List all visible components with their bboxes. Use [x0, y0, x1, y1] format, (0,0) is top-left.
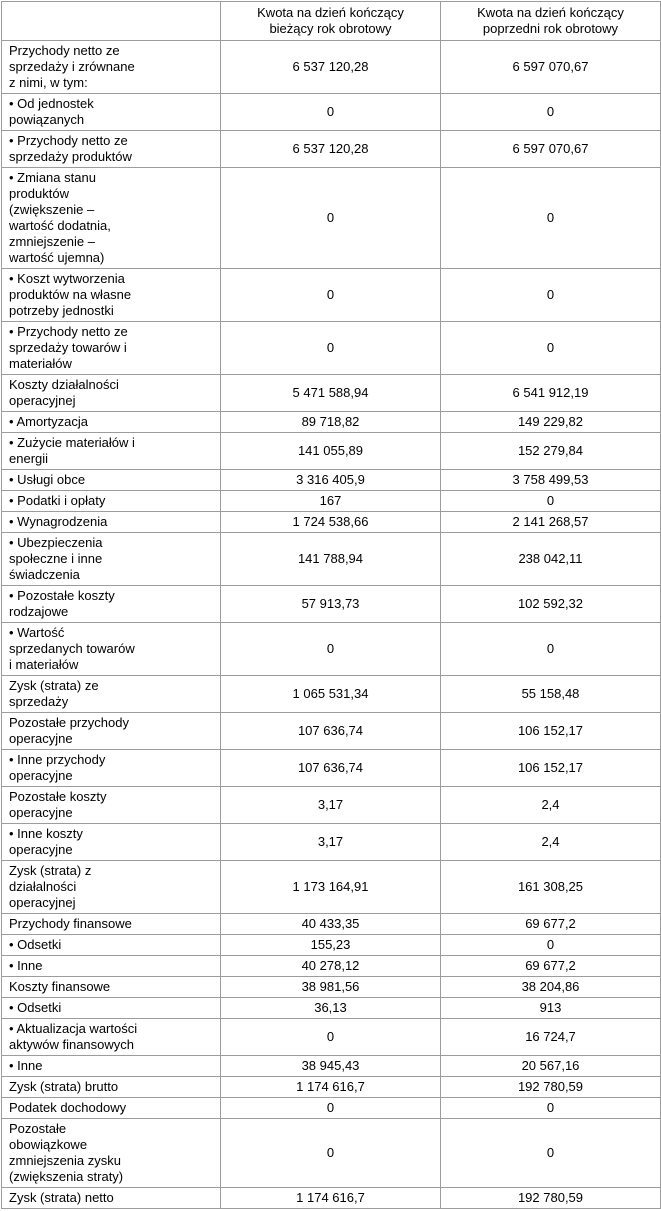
current-year-value: 1 724 538,66 [221, 512, 441, 533]
table-row [2, 977, 661, 998]
row-label: • Odsetki [9, 1000, 62, 1015]
row-label-cell [2, 412, 221, 433]
table-row [2, 750, 661, 787]
row-label-cell [2, 935, 221, 956]
current-year-value: 38 945,43 [221, 1056, 441, 1077]
row-label-cell [2, 94, 221, 131]
table-row [2, 586, 661, 623]
row-label: Koszty działalności operacyjnej [9, 377, 119, 408]
current-year-value: 167 [221, 491, 441, 512]
row-label: Zysk (strata) ze sprzedaży [9, 678, 99, 709]
income-statement-table [1, 1, 661, 1209]
current-year-value: 1 173 164,91 [221, 861, 441, 914]
previous-year-value: 161 308,25 [441, 861, 661, 914]
table-row [2, 1019, 661, 1056]
col-header-current-year-label: Kwota na dzień kończący bieżący rok obrotowy [257, 5, 404, 36]
row-label: Podatek dochodowy [9, 1100, 127, 1115]
current-year-value: 3,17 [221, 787, 441, 824]
current-year-value: 1 174 616,7 [221, 1188, 441, 1209]
row-label-cell [2, 956, 221, 977]
row-label-cell [2, 131, 221, 168]
current-year-value: 0 [221, 322, 441, 375]
current-year-value: 0 [221, 269, 441, 322]
table-row [2, 861, 661, 914]
current-year-value: 141 055,89 [221, 433, 441, 470]
header-row [2, 2, 661, 41]
previous-year-value: 102 592,32 [441, 586, 661, 623]
previous-year-value: 192 780,59 [441, 1188, 661, 1209]
table-row [2, 1077, 661, 1098]
current-year-value: 6 537 120,28 [221, 41, 441, 94]
row-label-cell [2, 998, 221, 1019]
row-label: • Wartość sprzedanych towarów i materiałów [9, 625, 135, 672]
current-year-value: 89 718,82 [221, 412, 441, 433]
table-row [2, 787, 661, 824]
row-label: • Zmiana stanu produktów (zwiększenie – wartość dodatnia, zmniejszenie – wartość ujemna) [9, 170, 111, 265]
previous-year-value: 0 [441, 623, 661, 676]
current-year-value: 38 981,56 [221, 977, 441, 998]
row-label: • Koszt wytworzenia produktów na własne potrzeby jednostki [9, 271, 132, 318]
table-row [2, 131, 661, 168]
previous-year-value: 38 204,86 [441, 977, 661, 998]
current-year-value: 57 913,73 [221, 586, 441, 623]
table-row [2, 322, 661, 375]
previous-year-value: 0 [441, 491, 661, 512]
current-year-value: 107 636,74 [221, 750, 441, 787]
previous-year-value: 0 [441, 322, 661, 375]
row-label: Pozostałe koszty operacyjne [9, 789, 107, 820]
row-label: • Ubezpieczenia społeczne i inne świadczenia [9, 535, 103, 582]
previous-year-value: 152 279,84 [441, 433, 661, 470]
table-row [2, 1098, 661, 1119]
current-year-value: 6 537 120,28 [221, 131, 441, 168]
row-label: • Inne koszty operacyjne [9, 826, 83, 857]
row-label-cell [2, 1077, 221, 1098]
current-year-value: 0 [221, 623, 441, 676]
current-year-value: 155,23 [221, 935, 441, 956]
previous-year-value: 2,4 [441, 824, 661, 861]
table-row [2, 491, 661, 512]
row-label: • Pozostałe koszty rodzajowe [9, 588, 115, 619]
row-label-cell [2, 322, 221, 375]
row-label: Zysk (strata) z działalności operacyjnej [9, 863, 92, 910]
previous-year-value: 6 597 070,67 [441, 41, 661, 94]
current-year-value: 107 636,74 [221, 713, 441, 750]
row-label: • Przychody netto ze sprzedaży towarów i materiałów [9, 324, 128, 371]
row-label: Koszty finansowe [9, 979, 111, 994]
current-year-value: 3,17 [221, 824, 441, 861]
row-label-cell [2, 676, 221, 713]
table-row [2, 412, 661, 433]
row-label: Przychody finansowe [9, 916, 132, 931]
row-label-cell [2, 512, 221, 533]
row-label-cell [2, 1098, 221, 1119]
table-row [2, 433, 661, 470]
row-label: • Podatki i opłaty [9, 493, 106, 508]
previous-year-value: 106 152,17 [441, 750, 661, 787]
table-row [2, 168, 661, 269]
previous-year-value: 106 152,17 [441, 713, 661, 750]
row-label-cell [2, 269, 221, 322]
current-year-value: 0 [221, 168, 441, 269]
row-label-cell [2, 586, 221, 623]
current-year-value: 40 433,35 [221, 914, 441, 935]
current-year-value: 141 788,94 [221, 533, 441, 586]
row-label: • Aktualizacja wartości aktywów finansowych [9, 1021, 138, 1052]
table-row [2, 623, 661, 676]
row-label-cell [2, 470, 221, 491]
row-label-cell [2, 713, 221, 750]
row-label-cell [2, 533, 221, 586]
previous-year-value: 0 [441, 94, 661, 131]
previous-year-value: 192 780,59 [441, 1077, 661, 1098]
row-label: Zysk (strata) netto [9, 1190, 114, 1205]
table-row [2, 1119, 661, 1188]
previous-year-value: 2,4 [441, 787, 661, 824]
row-label-cell [2, 491, 221, 512]
table-row [2, 713, 661, 750]
row-label: • Inne przychody operacyjne [9, 752, 106, 783]
current-year-value: 0 [221, 94, 441, 131]
table-row [2, 375, 661, 412]
row-label: • Wynagrodzenia [9, 514, 108, 529]
row-label-cell [2, 1188, 221, 1209]
row-label-cell [2, 1019, 221, 1056]
previous-year-value: 0 [441, 935, 661, 956]
table-row [2, 914, 661, 935]
table-row [2, 935, 661, 956]
row-label: • Usługi obce [9, 472, 86, 487]
col-header-current-year [221, 2, 441, 41]
table-row [2, 470, 661, 491]
current-year-value: 0 [221, 1098, 441, 1119]
table-row [2, 1188, 661, 1209]
previous-year-value: 238 042,11 [441, 533, 661, 586]
row-label-cell [2, 623, 221, 676]
current-year-value: 1 174 616,7 [221, 1077, 441, 1098]
row-label: • Od jednostek powiązanych [9, 96, 94, 127]
previous-year-value: 0 [441, 1119, 661, 1188]
table-row [2, 41, 661, 94]
current-year-value: 3 316 405,9 [221, 470, 441, 491]
row-label: Zysk (strata) brutto [9, 1079, 119, 1094]
table-row [2, 512, 661, 533]
row-label: Pozostałe przychody operacyjne [9, 715, 129, 746]
previous-year-value: 0 [441, 168, 661, 269]
row-label-cell [2, 977, 221, 998]
row-label-cell [2, 787, 221, 824]
row-label-cell [2, 861, 221, 914]
previous-year-value: 3 758 499,53 [441, 470, 661, 491]
row-label: • Inne [9, 1058, 43, 1073]
col-header-previous-year-label: Kwota na dzień kończący poprzedni rok obrotowy [477, 5, 624, 36]
col-header-previous-year [441, 2, 661, 41]
row-label-cell [2, 1056, 221, 1077]
previous-year-value: 69 677,2 [441, 914, 661, 935]
row-label: • Inne [9, 958, 43, 973]
row-label-cell [2, 914, 221, 935]
previous-year-value: 2 141 268,57 [441, 512, 661, 533]
table-row [2, 533, 661, 586]
previous-year-value: 6 597 070,67 [441, 131, 661, 168]
table-row [2, 94, 661, 131]
current-year-value: 0 [221, 1119, 441, 1188]
table-row [2, 1056, 661, 1077]
previous-year-value: 0 [441, 269, 661, 322]
previous-year-value: 149 229,82 [441, 412, 661, 433]
row-label: Przychody netto ze sprzedaży i zrównane z nimi, w tym: [9, 43, 135, 90]
row-label-cell [2, 824, 221, 861]
row-label: Pozostałe obowiązkowe zmniejszenia zysku (zwiększenia straty) [9, 1121, 124, 1184]
previous-year-value: 69 677,2 [441, 956, 661, 977]
current-year-value: 40 278,12 [221, 956, 441, 977]
previous-year-value: 913 [441, 998, 661, 1019]
table-body [2, 41, 661, 1209]
corner-cell [2, 2, 221, 41]
table-row [2, 676, 661, 713]
row-label-cell [2, 41, 221, 94]
table-row [2, 269, 661, 322]
table-row [2, 998, 661, 1019]
row-label-cell [2, 375, 221, 412]
previous-year-value: 0 [441, 1098, 661, 1119]
row-label: • Przychody netto ze sprzedaży produktów [9, 133, 132, 164]
current-year-value: 5 471 588,94 [221, 375, 441, 412]
row-label-cell [2, 433, 221, 470]
row-label-cell [2, 168, 221, 269]
current-year-value: 1 065 531,34 [221, 676, 441, 713]
previous-year-value: 20 567,16 [441, 1056, 661, 1077]
row-label-cell [2, 750, 221, 787]
table-row [2, 824, 661, 861]
row-label: • Amortyzacja [9, 414, 88, 429]
previous-year-value: 55 158,48 [441, 676, 661, 713]
table-row [2, 956, 661, 977]
row-label-cell [2, 1119, 221, 1188]
current-year-value: 36,13 [221, 998, 441, 1019]
previous-year-value: 16 724,7 [441, 1019, 661, 1056]
row-label: • Zużycie materiałów i energii [9, 435, 135, 466]
current-year-value: 0 [221, 1019, 441, 1056]
row-label: • Odsetki [9, 937, 62, 952]
previous-year-value: 6 541 912,19 [441, 375, 661, 412]
